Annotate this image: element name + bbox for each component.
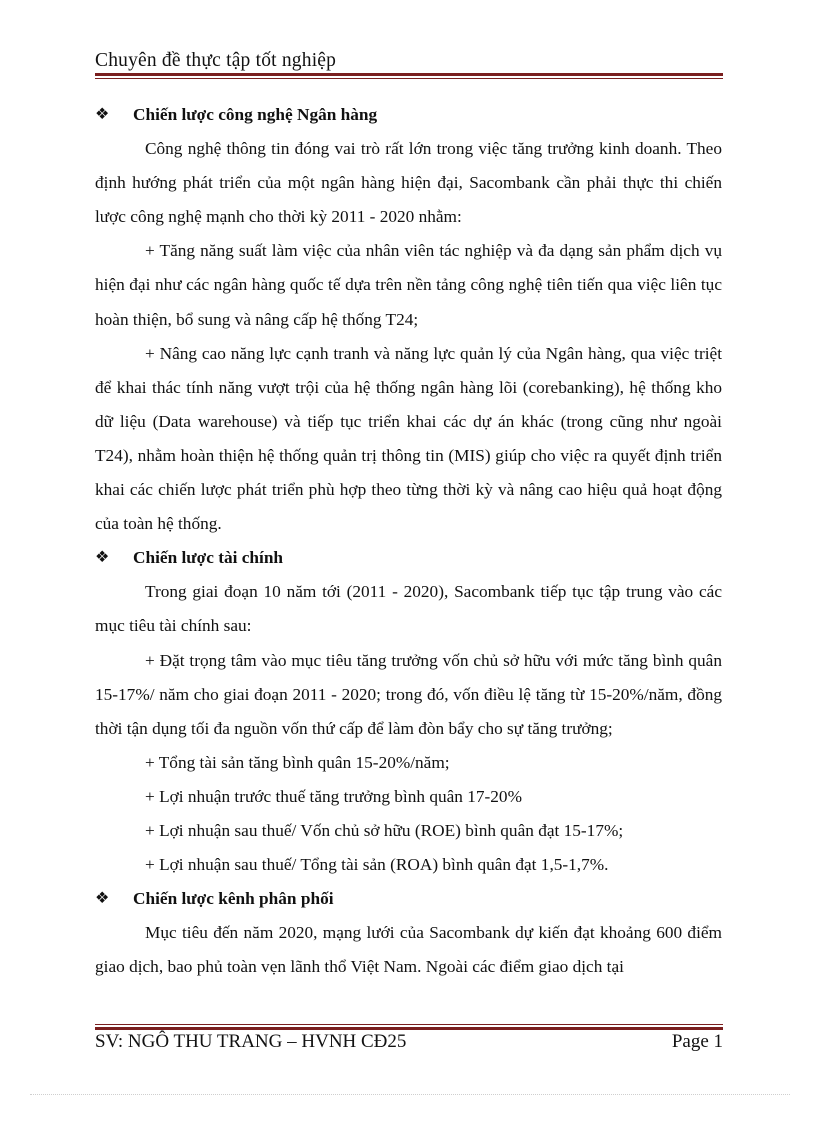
paragraph: Công nghệ thông tin đóng vai trò rất lớn trong việc tăng trưởng kinh doanh. Theo định hướng phát triển của một ngân hàng hiện đại, Sacombank cần phải thực thi chiến lược công nghệ mạnh cho thời kỳ 2011 - 2020 nhằm: [95, 139, 722, 227]
section-heading-text: Chiến lược tài chính [133, 548, 284, 568]
list-item: + Tổng tài sản tăng bình quân 15-20%/năm; [145, 752, 450, 772]
footer-author: SV: NGÔ THU TRANG – HVNH CĐ25 [95, 1031, 407, 1052]
paragraph: Mục tiêu đến năm 2020, mạng lưới của Sacombank dự kiến đạt khoảng 600 điểm giao dịch, bao phủ toàn vẹn lãnh thổ Việt Nam. Ngoài các điểm giao dịch tại [95, 923, 722, 977]
diamond-bullet-icon: ❖ [95, 106, 110, 123]
diamond-bullet-icon: ❖ [95, 549, 110, 567]
list-item: + Lợi nhuận sau thuế/ Tổng tài sản (ROA) bình quân đạt 1,5-1,7%. [145, 855, 609, 875]
section-heading [95, 882, 722, 916]
section-heading [95, 541, 722, 575]
section-heading-text: Chiến lược kênh phân phối [133, 889, 334, 909]
paragraph: Trong giai đoạn 10 năm tới (2011 - 2020), Sacombank tiếp tục tập trung vào các mục tiêu tài chính sau: [95, 582, 722, 636]
footer-rule [95, 1022, 723, 1030]
diamond-bullet-icon: ❖ [95, 890, 110, 908]
header-rule [95, 73, 723, 79]
list-item: + Tăng năng suất làm việc của nhân viên tác nghiệp và đa dạng sản phẩm dịch vụ hiện đại như các ngân hàng quốc tế dựa trên nền tảng công nghệ tiên tiến qua việc liên tục hoàn thiện, bổ sung và nâng cấp hệ thống T24; [95, 241, 722, 329]
list-item: + Nâng cao năng lực cạnh tranh và năng lực quản lý của Ngân hàng, qua việc triệt để khai thác tính năng vượt trội của hệ thống ngân hàng lõi (corebanking), hệ thống kho dữ liệu (Data warehouse) và tiếp tục triển khai các dự án khác (trong cũng như ngoài T24), nhằm hoàn thiện hệ thống quản trị thông tin (MIS) giúp cho việc ra quyết định triển khai các chiến lược phát triển phù hợp theo từng thời kỳ và nâng cao hiệu quả hoạt động của toàn hệ thống. [95, 343, 722, 534]
list-item: + Đặt trọng tâm vào mục tiêu tăng trưởng vốn chủ sở hữu với mức tăng bình quân 15-17%/ năm cho giai đoạn 2011 - 2020; trong đó, vốn điều lệ tăng từ 15-20%/năm, đồng thời tận dụng tối đa nguồn vốn thứ cấp để làm đòn bẩy cho sự tăng trưởng; [95, 650, 722, 738]
page-footer [95, 1031, 723, 1053]
section-heading-text: Chiến lược công nghệ Ngân hàng [133, 105, 378, 124]
document-body [95, 98, 722, 984]
page-number: Page 1 [671, 1031, 723, 1052]
list-item: + Lợi nhuận trước thuế tăng trưởng bình quân 17-20% [145, 786, 522, 806]
page-edge-divider [30, 1094, 790, 1095]
section-heading [95, 98, 722, 132]
list-item: + Lợi nhuận sau thuế/ Vốn chủ sở hữu (ROE) bình quân đạt 15-17%; [145, 820, 624, 840]
page-header-title: Chuyên đề thực tập tốt nghiệp [95, 50, 337, 71]
